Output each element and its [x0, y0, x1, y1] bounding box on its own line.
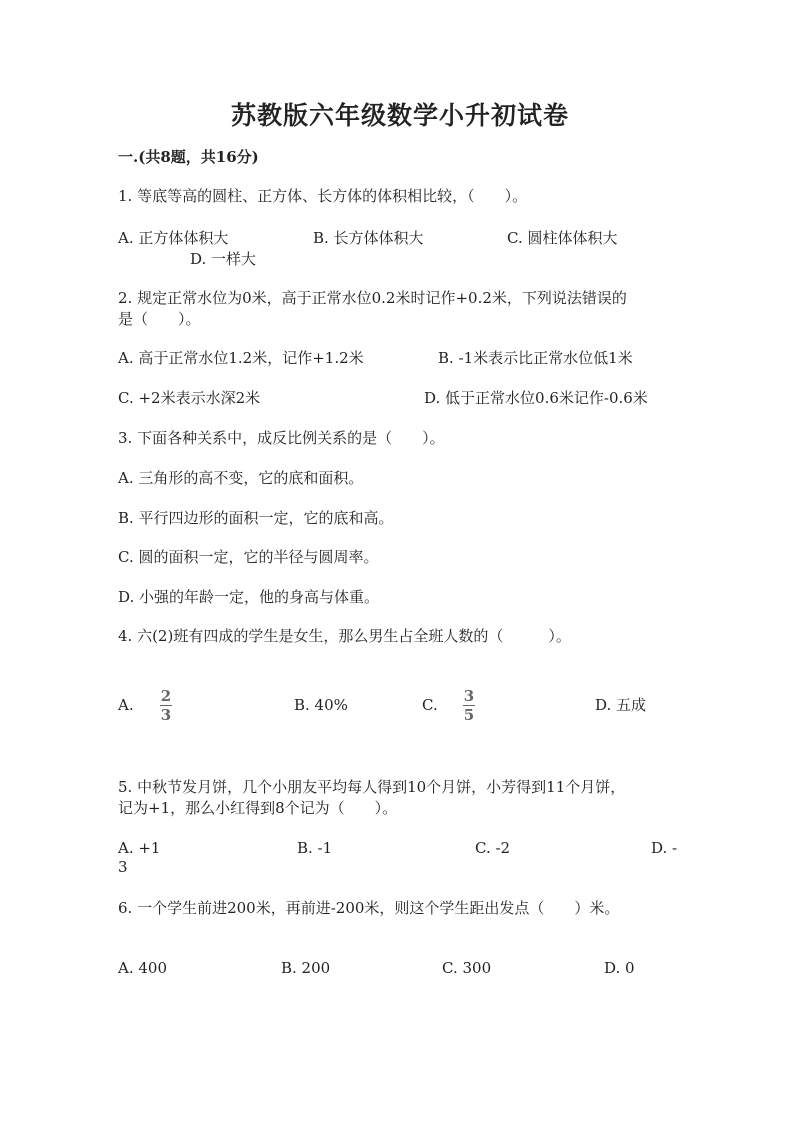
question-4-option-a: A. — [118, 696, 134, 714]
fraction-numerator: 2 — [160, 687, 172, 705]
question-1-option-c: C. 圆柱体体积大 — [507, 229, 618, 247]
fraction-numerator: 3 — [463, 687, 475, 705]
question-3-option-c: C. 圆的面积一定，它的半径与圆周率。 — [118, 548, 379, 566]
question-2-option-c: C. +2米表示水深2米 — [118, 389, 261, 407]
fraction-three-fifths — [463, 688, 475, 723]
fraction-denominator: 5 — [463, 706, 475, 724]
question-4-stem: 4. 六(2)班有四成的学生是女生，那么男生占全班人数的（ ）。 — [118, 627, 571, 645]
question-4-option-d: D. 五成 — [595, 696, 647, 714]
question-6-option-c: C. 300 — [442, 959, 492, 977]
question-5-stem: 5. 中秋节发月饼，几个小朋友平均每人得到10个月饼，小芳得到11个月饼， — [118, 778, 626, 796]
question-1-option-d: D. 一样大 — [190, 250, 257, 268]
question-2-stem-cont: 是（ ）。 — [118, 310, 201, 328]
question-4-option-c: C. — [422, 696, 438, 714]
question-3-stem: 3. 下面各种关系中，成反比例关系的是（ ）。 — [118, 429, 445, 447]
question-6-option-b: B. 200 — [281, 959, 331, 977]
question-3-option-d: D. 小强的年龄一定，他的身高与体重。 — [118, 588, 380, 606]
fraction-two-thirds — [160, 688, 172, 723]
question-2-stem: 2. 规定正常水位为0米，高于正常水位0.2米时记作+0.2米，下列说法错误的 — [118, 289, 627, 307]
question-5-option-d: D. - — [651, 839, 678, 857]
question-5-option-c: C. -2 — [475, 839, 511, 857]
page-title: 苏教版六年级数学小升初试卷 — [230, 101, 569, 130]
question-3-option-a: A. 三角形的高不变，它的底和面积。 — [118, 469, 364, 487]
question-3-option-b: B. 平行四边形的面积一定，它的底和高。 — [118, 509, 394, 527]
question-5-option-a: A. +1 — [118, 839, 161, 857]
question-5-option-b: B. -1 — [297, 839, 333, 857]
section-heading: 一.(共8题，共16分) — [118, 148, 259, 166]
question-5-option-d-wrap: 3 — [118, 858, 128, 876]
question-1-option-a: A. 正方体体积大 — [118, 229, 229, 247]
question-6-option-d: D. 0 — [604, 959, 635, 977]
question-2-option-b: B. -1米表示比正常水位低1米 — [438, 349, 633, 367]
question-2-option-d: D. 低于正常水位0.6米记作-0.6米 — [424, 389, 648, 407]
question-6-stem: 6. 一个学生前进200米，再前进-200米，则这个学生距出发点（ ）米。 — [118, 899, 620, 917]
question-4-option-b: B. 40% — [294, 696, 348, 714]
question-5-stem-cont: 记为+1，那么小红得到8个记为（ ）。 — [118, 799, 398, 817]
question-1-option-b: B. 长方体体积大 — [313, 229, 424, 247]
question-2-option-a: A. 高于正常水位1.2米，记作+1.2米 — [118, 349, 364, 367]
question-6-option-a: A. 400 — [118, 959, 167, 977]
fraction-denominator: 3 — [160, 706, 172, 724]
question-1-stem: 1. 等底等高的圆柱、正方体、长方体的体积相比较，（ ）。 — [118, 187, 528, 205]
